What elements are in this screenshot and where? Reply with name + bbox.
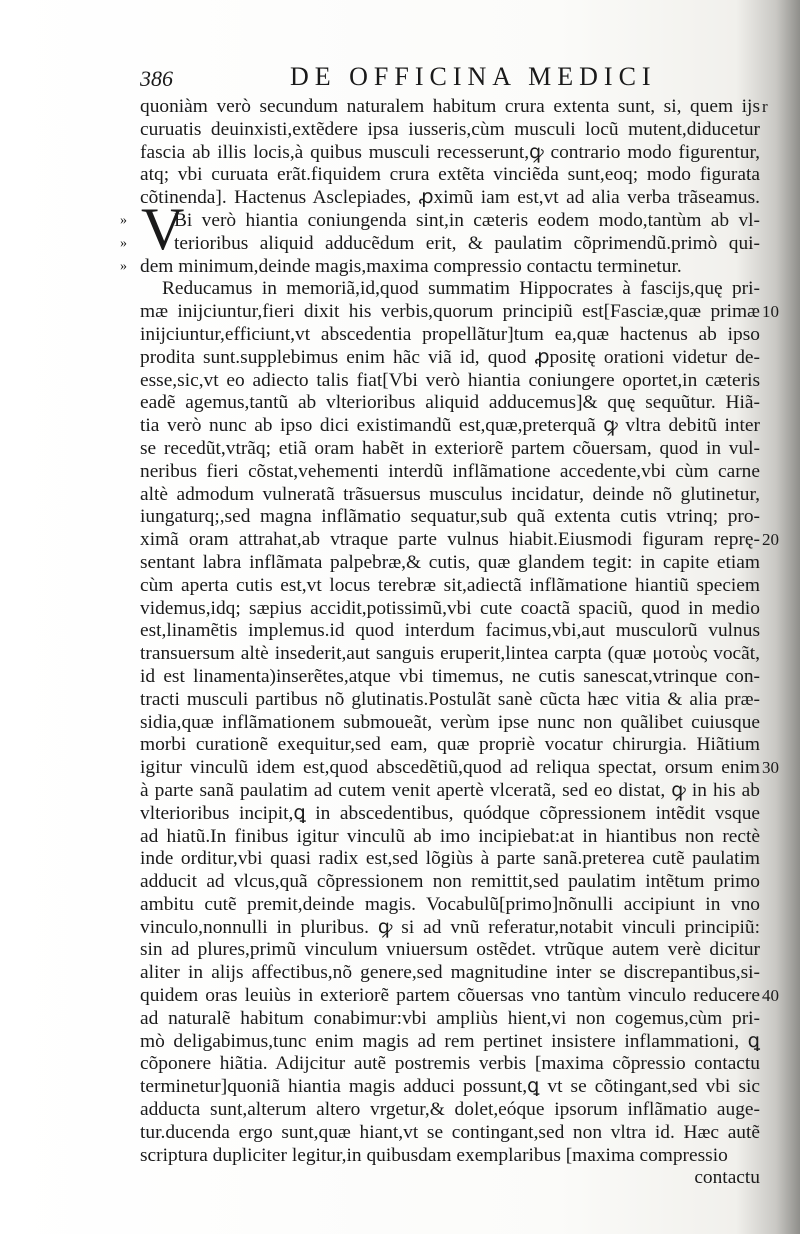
line-text: à parte sanã paulatim ad cutem venit apertè vlceratã, sed eo distat, ꝙ in his ab	[140, 779, 760, 801]
text-line	[140, 666, 760, 689]
text-line	[140, 119, 760, 142]
line-text: se recedũt,vtrãq; etiã oram habẽt in exteriorẽ partem cõuersam, quod in vul-	[140, 437, 760, 459]
line-text: tia verò nunc ab ipso dici existimandũ est,quæ,preterquã ꝙ vltra debitũ inter	[140, 415, 760, 437]
quotation-marker: »	[120, 212, 125, 228]
text-line	[140, 187, 760, 210]
line-text: videmus,idq; sæpius accidit,potissimũ,vbi cute coactã spaciũ, quod in medio	[140, 597, 760, 619]
line-text: atq; vbi curuata erãt.fiquidem crura extẽta vinciẽda sunt,eoq; modo figurata	[140, 164, 760, 186]
line-text: cõtinenda]. Hactenus Asclepiades, ꝓximũ iam est,vt ad alia verba trãseamus.	[140, 187, 760, 209]
text-line	[140, 1053, 760, 1076]
line-text: neribus fieri cõstat,vehementi interdũ inflãmatione accedente,vbi cùm carne	[140, 460, 760, 482]
text-line	[140, 301, 779, 324]
line-text: cùm aperta cutis est,vt locus terebræ sit,adiectã inflãmatione hiantiũ speciem	[140, 574, 760, 596]
page-number: 386	[140, 66, 173, 91]
line-text: transuersum altè insederit,aut sanguis eruperit,lintea carpta (quæ μοτοὺς vocãt,	[140, 643, 760, 665]
line-text: sentant labra inflãmata palpebræ,& cutis, quæ glandem tegit: in capite etiam	[140, 551, 760, 573]
text-line	[140, 278, 760, 301]
line-text: fascia ab illis locis,à quibus musculi recesserunt,ꝙ contrario modo figurentur,	[140, 141, 760, 163]
line-text: id est linamenta)inserẽtes,atque vbi timemus, ne cutis sanescat,vtrinque con-	[140, 665, 760, 687]
text-line	[140, 962, 760, 985]
line-text: contactu	[694, 1167, 760, 1189]
line-text: scriptura dupliciter legitur,in quibusdam exemplaribus [maxima compressio	[140, 1144, 728, 1166]
line-text: ad hiatũ.In finibus igitur vinculũ ab imo incipiebat:at in hiantibus non rectè	[140, 825, 760, 847]
line-text: sidia,quæ inflãmationem submoueãt, verùm ipse nunc non quãlibet cuiusque	[140, 711, 760, 733]
line-text: terioribus aliquid adducẽdum erit, & paulatim cõprimendũ.primò qui-	[174, 232, 760, 254]
line-text: aliter in alijs affectibus,nõ genere,sed magnitudine inter se discrepantibus,si-	[140, 962, 760, 984]
quotation-marker: »	[120, 235, 125, 251]
line-number: 40	[762, 986, 779, 1006]
text-line	[140, 96, 768, 119]
line-text: sin ad plures,primũ vinculum vniuersum ostẽdet. vtrũque autem verè dicitur	[140, 939, 760, 961]
text-line	[140, 552, 760, 575]
text-line	[140, 939, 760, 962]
line-text: tracti musculi partibus nõ glutinatis.Postulãt sanè cũcta hæc vitia & alia præ-	[140, 688, 760, 710]
line-text: ad naturalẽ habitum conabimur:vbi ampliùs hient,vi non cogemus,cùm pri-	[140, 1007, 760, 1029]
text-line	[140, 894, 760, 917]
text-line	[120, 255, 760, 279]
line-text: Reducamus in memoriã,id,quod summatim Hippocrates à fascijs,quę pri-	[162, 278, 760, 300]
line-number: 20	[762, 530, 779, 550]
line-text: inijciuntur,efficiunt,vt abscedentia propellãtur]tum ea,quæ hactenus ab ipso	[140, 323, 760, 345]
text-line	[140, 484, 760, 507]
text-line	[140, 370, 760, 393]
text-line	[140, 142, 760, 165]
text-line	[140, 871, 760, 894]
line-text: adducta sunt,alterum altero vrgetur,& dolet,eóque ipsorum inflãmatio auge-	[140, 1099, 760, 1121]
line-text: iungaturq;,sed magna inflãmatio sequatur,sub quã extenta cutis vtrinq; pro-	[140, 506, 760, 528]
line-text: quoniàm verò secundum naturalem habitum crura extenta sunt, si, quem ijs	[140, 96, 760, 117]
text-line	[140, 324, 760, 347]
text-line	[140, 826, 760, 849]
line-text: ximã oram attrahat,ab vtraque parte vulnus hiabit.Eiusmodi figuram reprę-	[140, 529, 760, 551]
text-line	[120, 209, 760, 233]
line-number: r	[762, 97, 768, 116]
text-line	[140, 1122, 760, 1145]
drop-cap: V	[141, 196, 185, 262]
line-text: terminetur]quoniã hiantia magis adduci possunt,ꝗ vt se cõtingant,sed vbi sic	[140, 1076, 760, 1098]
line-text: adducit ad vlcus,quã cõpressionem non remittit,sed paulatim intẽtum primo	[140, 871, 760, 893]
line-text: cõponere hiãtia. Adijcitur autẽ postremis verbis [maxima cõpressio contactu	[140, 1053, 760, 1075]
line-text: altè admodum vulneratã trãsuersus musculus incidatur, deinde nõ glutinetur,	[140, 483, 760, 505]
text-line	[140, 689, 760, 712]
line-text: vinculo,nonnulli in pluribus. ꝙ si ad vnũ referatur,notabit vinculi principiũ:	[140, 916, 760, 938]
text-line	[140, 506, 760, 529]
quotation-marker: »	[120, 258, 125, 274]
line-number: 10	[762, 302, 779, 322]
text-line	[140, 1167, 760, 1190]
text-line	[140, 848, 760, 871]
page-header	[140, 62, 760, 96]
line-text: prodita sunt.supplebimus enim hãc viã id, quod ꝓpositę orationi videtur de-	[140, 346, 760, 368]
text-line	[140, 1008, 760, 1031]
line-text: Bi verò hiantia coniungenda sint,in cæteris eodem modo,tantùm ab vl-	[174, 209, 760, 231]
text-line	[120, 232, 760, 256]
line-text: eadẽ agemus,tantũ ab vlterioribus aliquid adducemus]& quę sequũtur. Hiã-	[140, 392, 760, 414]
text-line	[140, 598, 760, 621]
text-line	[140, 1076, 760, 1099]
text-line	[140, 780, 760, 803]
line-text: morbi curationẽ exequitur,sed eam, quæ propriè vocatur chirurgia. Hiãtium	[140, 734, 760, 756]
line-text: quidem oras leuiùs in exteriorẽ partem cõuersas vno tantùm vinculo reducere	[140, 985, 760, 1007]
text-line	[140, 575, 760, 598]
text-line	[140, 347, 760, 370]
running-title: DE OFFICINA MEDICI	[290, 62, 657, 91]
line-text: tur.ducenda ergo sunt,quæ hiant,vt se contingant,sed non vltra id. Hæc autẽ	[140, 1121, 760, 1143]
line-text: vlterioribus incipit,ꝗ in abscedentibus, quódque cõpressionem intẽdit vsque	[140, 802, 760, 824]
text-line	[140, 712, 760, 735]
line-text: inde orditur,vbi quasi radix est,sed lõgiùs à parte sanã.preterea cutẽ paulatim	[140, 848, 760, 870]
text-line	[140, 985, 779, 1008]
line-text: mò deligabimus,tunc enim magis ad rem pertinet insistere inflammationi, ꝗ	[140, 1030, 760, 1052]
text-line	[140, 529, 779, 552]
line-text: igitur vinculũ idem est,quod abscedẽtiũ,quod ad reliqua spectat, orsum enim	[140, 757, 760, 779]
body-text	[120, 96, 779, 1190]
text-line	[140, 461, 760, 484]
text-line	[140, 392, 760, 415]
text-line	[140, 1145, 760, 1168]
text-line	[140, 415, 760, 438]
text-line	[140, 164, 760, 187]
text-line	[140, 620, 760, 643]
text-line	[140, 757, 779, 780]
line-text: est,linamẽtis implemus.id quod interdum facimus,vbi,aut musculorũ vulnus	[140, 620, 760, 642]
line-text: curuatis deuinxisti,extẽdere ipsa iusseris,cùm musculi locũ mutent,diducetur	[140, 118, 760, 140]
text-line	[140, 1031, 760, 1054]
text-line	[140, 917, 760, 940]
line-text: mæ inijciuntur,fieri dixit his verbis,quorum principiũ est[Fasciæ,quæ primæ	[140, 301, 760, 323]
line-text: esse,sic,vt eo adiecto talis fiat[Vbi verò hiantia coniungere oportet,in cæteris	[140, 369, 760, 391]
text-line	[140, 803, 760, 826]
line-text: dem minimum,deinde magis,maxima compressio contactu terminetur.	[140, 255, 682, 277]
text-line	[140, 1099, 760, 1122]
line-number: 30	[762, 758, 779, 778]
text-line	[140, 734, 760, 757]
text-line	[140, 643, 760, 666]
line-text: ambitu cutẽ premit,deinde magis. Vocabulũ[primo]nõnulli accipiunt in vno	[140, 893, 760, 915]
text-line	[140, 438, 760, 461]
